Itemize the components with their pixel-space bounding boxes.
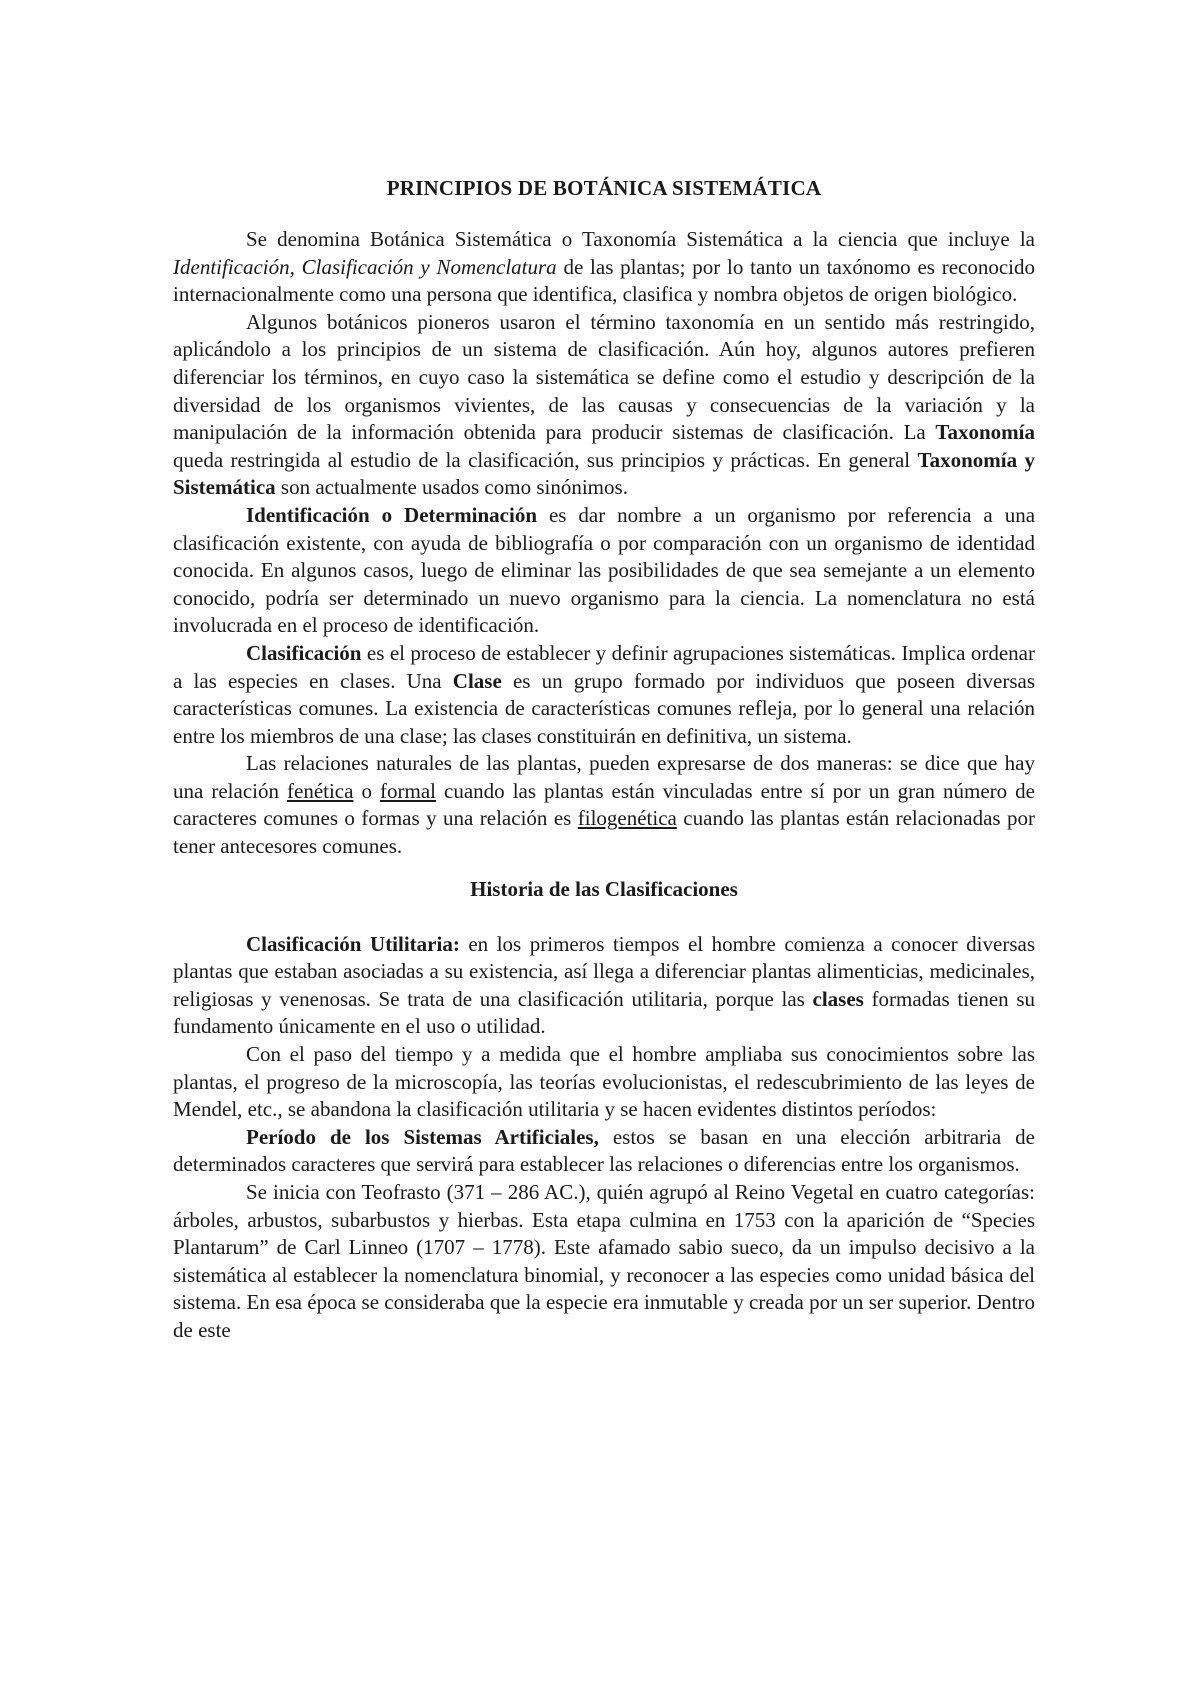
text-run: Con el paso del tiempo y a medida que el hombre ampliaba sus conocimientos sobre las plantas, el progreso de la microscopía, las teorías evolucionistas, el redescubrimiento de las leyes de Mendel, etc., se abandona la clasificación utilitaria y se hacen evidentes distintos períodos: xyxy=(173,1042,1035,1122)
italic-terms: Identificación, Clasificación y Nomenclatura xyxy=(173,254,557,279)
paragraph-artificial-systems xyxy=(173,1124,1035,1179)
text-run: Se inicia con Teofrasto (371 – 286 AC.), quién agrupó al Reino Vegetal en cuatro categorías: árboles, arbustos, subarbustos y hierbas. Esta etapa culmina en 1753 con la aparición de “Species Plantarum” de Carl Linneo (1707 – 1778). Este afamado sabio sueco, da un impulso decisivo a la sistemática al establecer la nomenclatura binomial, y reconocer a las especies como unidad básica del sistema. En esa época se consideraba que la especie era inmutable y creada por un ser superior. Dentro de este xyxy=(173,1180,1035,1342)
page-title: PRINCIPIOS DE BOTÁNICA SISTEMÁTICA xyxy=(386,176,822,200)
bold-term: Clasificación xyxy=(246,640,362,665)
text-run: formadas tienen su fundamento únicamente en el uso o utilidad. xyxy=(173,986,1035,1039)
text-run: es un grupo formado por individuos que poseen diversas características comunes. La existencia de características comunes refleja, por lo general una relación entre los miembros de una clase; las clases constituirán en definitiva, un sistema. xyxy=(173,668,1036,748)
text-run: Las relaciones naturales de las plantas, pueden expresarse de dos maneras: se dice que hay una relación xyxy=(173,751,1035,803)
paragraph-relations xyxy=(173,750,1035,860)
bold-term: Período de los Sistemas Artificiales, xyxy=(246,1124,599,1149)
text-run: queda restringida al estudio de la clasificación, sus principios y prácticas. En general xyxy=(173,447,918,472)
text-run: son actualmente usados como sinónimos. xyxy=(275,475,628,500)
bold-term: Taxonomía xyxy=(935,420,1035,445)
paragraph-taxonomy xyxy=(173,309,1035,502)
bold-term: Taxonomía y Sistemática xyxy=(173,447,1035,500)
bold-term: Clase xyxy=(452,668,502,693)
paragraph-definition xyxy=(173,226,1035,309)
underlined-term: filogenética xyxy=(577,806,677,831)
text-run: cuando las plantas están vinculadas entre sí por un gran número de caracteres comunes o formas y una relación es xyxy=(173,778,1035,831)
paragraph-classification xyxy=(173,640,1035,750)
bold-term: Identificación o Determinación xyxy=(246,502,538,527)
paragraph-progress xyxy=(173,1041,1035,1124)
text-run: Se denomina Botánica Sistemática o Taxonomía Sistemática a la ciencia que incluye la xyxy=(246,227,1035,251)
text-run: cuando las plantas están relacionadas por tener antecesores comunes. xyxy=(173,806,1035,859)
bold-term: Clasificación Utilitaria: xyxy=(246,931,460,956)
underlined-term: fenética xyxy=(287,778,354,803)
underlined-term: formal xyxy=(380,778,436,803)
bold-term: clases xyxy=(812,986,864,1011)
text-run: en los primeros tiempos el hombre comienza a conocer diversas plantas que estaban asociadas a su existencia, así llega a diferenciar plantas alimenticias, medicinales, religiosas y venenosas. Se trata de una clasificación utilitaria, porque las xyxy=(173,931,1035,1011)
text-run: de las plantas; por lo tanto un taxónomo es reconocido internacionalmente como una persona que identifica, clasifica y nombra objetos de origen biológico. xyxy=(173,254,1035,307)
document-body xyxy=(173,174,1035,1345)
section-heading: Historia de las Clasificaciones xyxy=(470,876,738,901)
text-run: es el proceso de establecer y definir agrupaciones sistemáticas. Implica ordenar a las especies en clases. Una xyxy=(173,640,1035,693)
paragraph-identification xyxy=(173,502,1035,640)
text-run: o xyxy=(353,778,381,803)
paragraph-teofrasto xyxy=(173,1179,1035,1345)
text-run: estos se basan en una elección arbitraria de determinados caracteres que servirá para establecer las relaciones o diferencias entre los organismos. xyxy=(173,1124,1035,1177)
text-run: Algunos botánicos pioneros usaron el término taxonomía en un sentido más restringido, aplicándolo a los principios de un sistema de clasificación. Aún hoy, algunos autores prefieren diferenciar los términos, en cuyo caso la sistemática se define como el estudio y descripción de la diversidad de los organismos vivientes, de las causas y consecuencias de la variación y la manipulación de la información obtenida para producir sistemas de clasificación. La xyxy=(173,309,1035,445)
paragraph-utilitarian xyxy=(173,931,1035,1041)
text-run: es dar nombre a un organismo por referencia a una clasificación existente, con ayuda de bibliografía o por comparación con un organismo de identidad conocida. En algunos casos, luego de eliminar las posibilidades de que sea semejante a un elemento conocido, podría ser determinado un nuevo organismo para la ciencia. La nomenclatura no está involucrada en el proceso de identificación. xyxy=(173,502,1036,638)
